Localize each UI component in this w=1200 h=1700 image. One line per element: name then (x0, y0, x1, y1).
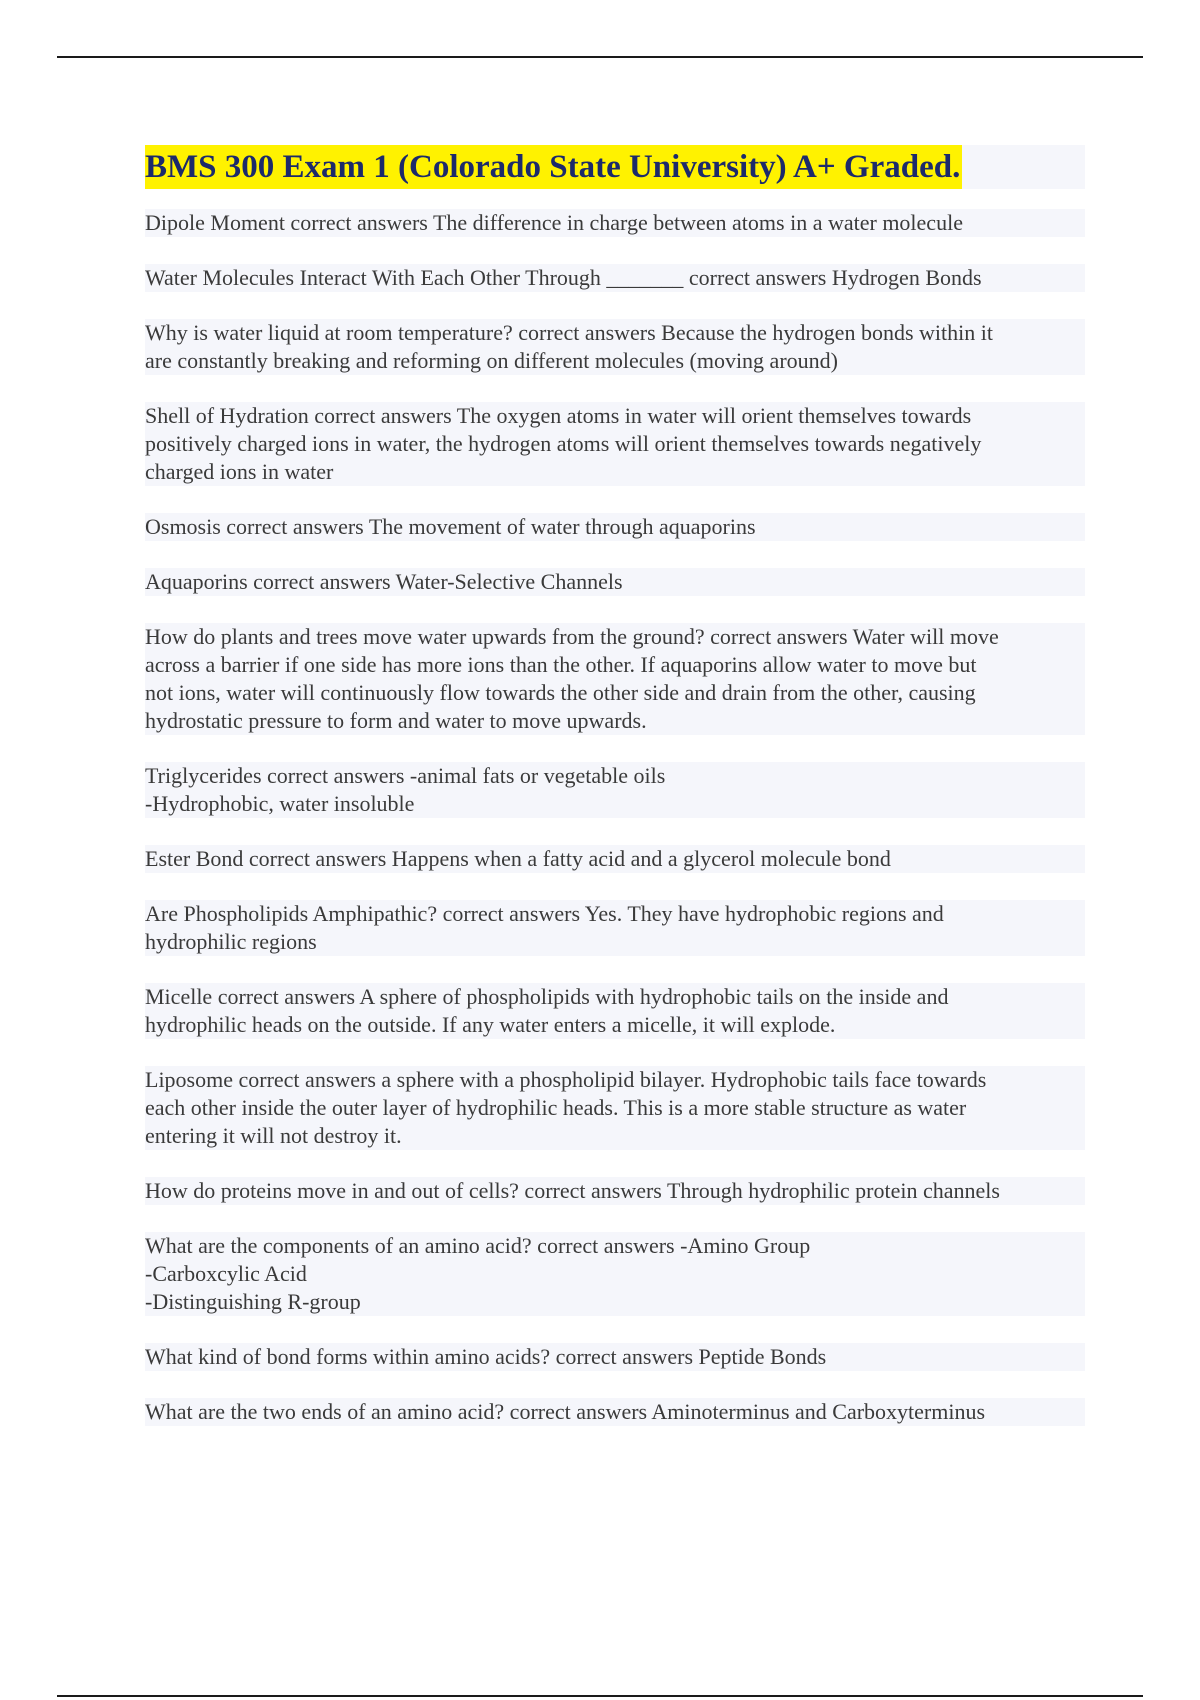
qa-entry-line: Ester Bond correct answers Happens when a fatty acid and a glycerol molecule bond (145, 845, 1085, 873)
qa-entry (145, 209, 1085, 237)
qa-entry (145, 845, 1085, 873)
qa-entry (145, 900, 1085, 956)
qa-entry-line: Water Molecules Interact With Each Other Through _______ correct answers Hydrogen Bonds (145, 264, 1085, 292)
qa-entry (145, 762, 1085, 818)
qa-entry-line: Shell of Hydration correct answers The oxygen atoms in water will orient themselves towards (145, 402, 1085, 430)
qa-entry-line: not ions, water will continuously flow towards the other side and drain from the other, causing (145, 679, 1085, 707)
qa-list (145, 209, 1085, 1426)
bottom-rule (57, 1695, 1143, 1697)
qa-entry-line: Micelle correct answers A sphere of phospholipids with hydrophobic tails on the inside and (145, 983, 1085, 1011)
qa-entry-line: Are Phospholipids Amphipathic? correct answers Yes. They have hydrophobic regions and (145, 900, 1085, 928)
qa-entry-line: each other inside the outer layer of hydrophilic heads. This is a more stable structure as water (145, 1094, 1085, 1122)
qa-entry (145, 623, 1085, 735)
title-row (145, 145, 1085, 189)
qa-entry-line: What are the two ends of an amino acid? correct answers Aminoterminus and Carboxyterminus (145, 1398, 1085, 1426)
qa-entry (145, 402, 1085, 486)
qa-entry-line: Osmosis correct answers The movement of water through aquaporins (145, 513, 1085, 541)
qa-entry (145, 1066, 1085, 1150)
qa-entry (145, 1398, 1085, 1426)
qa-entry-line: How do proteins move in and out of cells? correct answers Through hydrophilic protein channels (145, 1177, 1085, 1205)
qa-entry (145, 568, 1085, 596)
qa-entry-line: charged ions in water (145, 458, 1085, 486)
qa-entry-line: -Carboxcylic Acid (145, 1260, 1085, 1288)
qa-entry-line: Dipole Moment correct answers The difference in charge between atoms in a water molecule (145, 209, 1085, 237)
qa-entry (145, 513, 1085, 541)
qa-entry-line: positively charged ions in water, the hydrogen atoms will orient themselves towards negatively (145, 430, 1085, 458)
qa-entry-line: hydrophilic regions (145, 928, 1085, 956)
qa-entry-line: entering it will not destroy it. (145, 1122, 1085, 1150)
qa-entry-line: -Hydrophobic, water insoluble (145, 790, 1085, 818)
qa-entry (145, 264, 1085, 292)
qa-entry-line: hydrophilic heads on the outside. If any water enters a micelle, it will explode. (145, 1011, 1085, 1039)
qa-entry-line: Why is water liquid at room temperature? correct answers Because the hydrogen bonds within it (145, 319, 1085, 347)
qa-entry-line: hydrostatic pressure to form and water to move upwards. (145, 707, 1085, 735)
qa-entry (145, 983, 1085, 1039)
qa-entry-line: Triglycerides correct answers -animal fats or vegetable oils (145, 762, 1085, 790)
qa-entry (145, 1343, 1085, 1371)
qa-entry (145, 319, 1085, 375)
qa-entry (145, 1177, 1085, 1205)
document-title: BMS 300 Exam 1 (Colorado State University) A+ Graded. (145, 145, 962, 189)
qa-entry-line: across a barrier if one side has more ions than the other. If aquaporins allow water to move but (145, 651, 1085, 679)
qa-entry-line: -Distinguishing R-group (145, 1288, 1085, 1316)
qa-entry-line: Aquaporins correct answers Water-Selective Channels (145, 568, 1085, 596)
qa-entry (145, 1232, 1085, 1316)
top-rule (57, 56, 1143, 58)
document-body (145, 145, 1085, 1453)
qa-entry-line: How do plants and trees move water upwards from the ground? correct answers Water will move (145, 623, 1085, 651)
qa-entry-line: are constantly breaking and reforming on different molecules (moving around) (145, 347, 1085, 375)
qa-entry-line: Liposome correct answers a sphere with a phospholipid bilayer. Hydrophobic tails face towards (145, 1066, 1085, 1094)
qa-entry-line: What kind of bond forms within amino acids? correct answers Peptide Bonds (145, 1343, 1085, 1371)
qa-entry-line: What are the components of an amino acid? correct answers -Amino Group (145, 1232, 1085, 1260)
